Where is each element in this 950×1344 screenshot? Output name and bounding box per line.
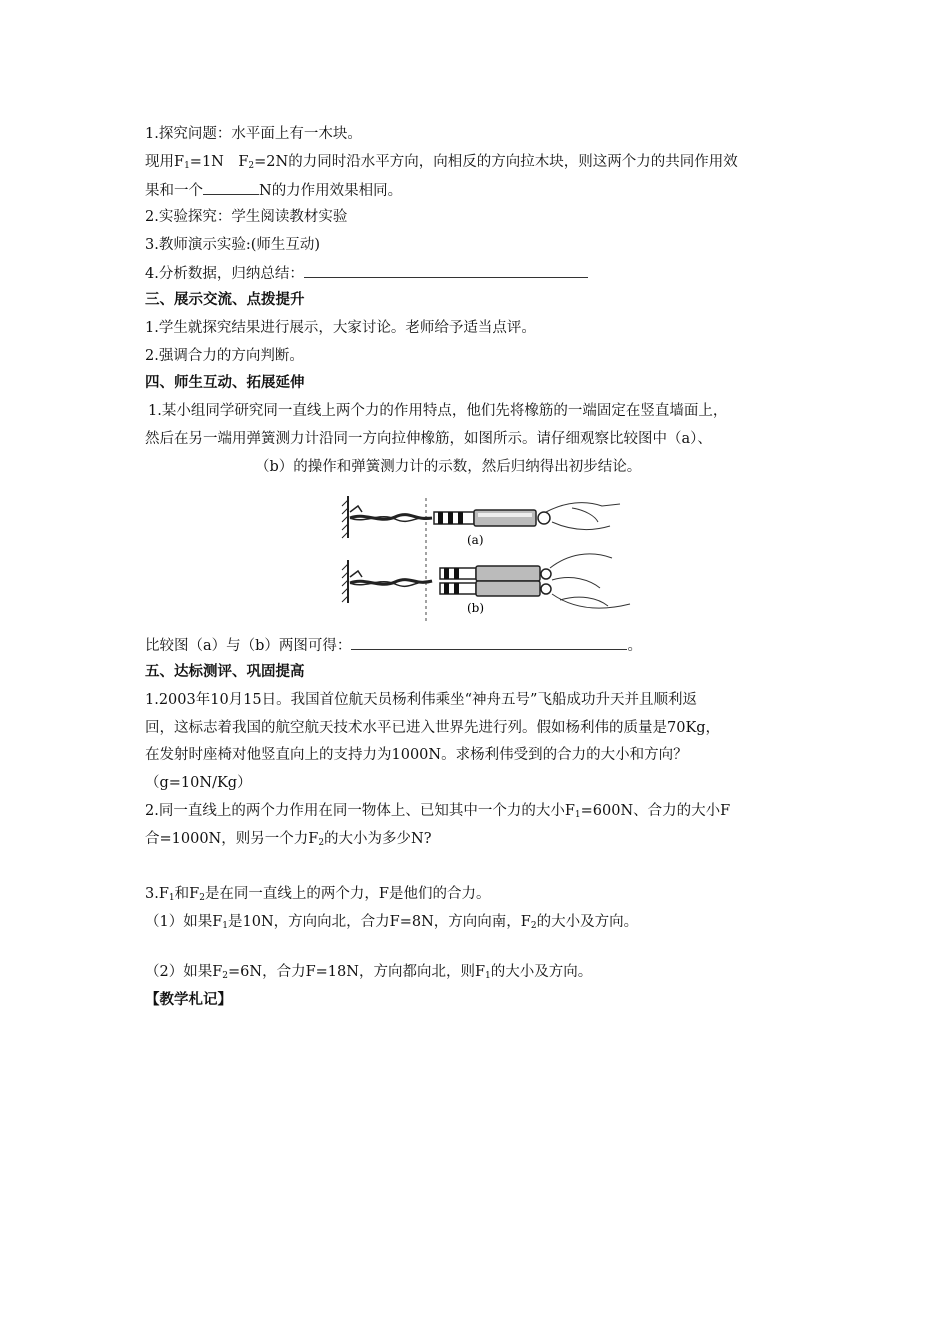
text-line: 在发射时座椅对他竖直向上的支持力为1000N。求杨利伟受到的合力的大小和方向？ bbox=[145, 747, 688, 763]
label-a: (a) bbox=[467, 533, 484, 547]
text-line: 果和一个 N的力作用效果相同。 bbox=[145, 180, 402, 201]
experiment-diagram bbox=[340, 488, 640, 628]
text-line: （b）的操作和弹簧测力计的示数，然后归纳得出初步结论。 bbox=[255, 459, 642, 475]
label-b: (b) bbox=[467, 601, 485, 615]
section-heading: 【教学札记】 bbox=[145, 992, 232, 1008]
text-line: $3.F_1$和$F_2$是在同一直线上的两个力，F是他们的合力。 bbox=[145, 886, 491, 903]
text-line: （g=10N/Kg） bbox=[145, 775, 252, 791]
text-line: （1）如果$F_1$是10N，方向向北，合力F=8N，方向向南，$F_2$的大小及方向。 bbox=[145, 914, 639, 931]
text-line: 3.教师演示实验:(师生互动) bbox=[145, 237, 321, 253]
section-heading: 四、师生互动、拓展延伸 bbox=[145, 375, 305, 391]
text-line: （2）如果$F_2=6N$，合力F=18N，方向都向北，则$F_1$的大小及方向。 bbox=[145, 964, 593, 981]
section-heading: 三、展示交流、点拨提升 bbox=[145, 292, 305, 308]
wall-a bbox=[342, 496, 348, 538]
text-line: 2.同一直线上的两个力作用在同一物体上、已知其中一个力的大小$F_1=600N$、合力的大小F bbox=[145, 803, 731, 820]
text-line: 2.强调合力的方向判断。 bbox=[145, 348, 304, 364]
text-line: 1.学生就探究结果进行展示，大家讨论。老师给予适当点评。 bbox=[145, 320, 536, 336]
text-line: 合=1000N，则另一个力$F_2$的大小为多少N? bbox=[145, 831, 432, 848]
text-line: 4.分析数据，归纳总结： bbox=[145, 263, 588, 284]
answer-blank[interactable] bbox=[351, 635, 627, 650]
text-line: 1.某小组同学研究同一直线上两个力的作用特点，他们先将橡筋的一端固定在竖直墙面上， bbox=[148, 403, 728, 419]
text-line: 现用$F_1=1N$ $F_2=2N$的力同时沿水平方向，向相反的方向拉木块，则这两个力的共同作用效 bbox=[145, 154, 738, 171]
answer-blank[interactable] bbox=[203, 180, 259, 195]
text-line: 回，这标志着我国的航空航天技术水平已进入世界先进行列。假如杨利伟的质量是70Kg， bbox=[145, 720, 721, 736]
answer-blank[interactable] bbox=[304, 263, 588, 278]
section-heading: 五、达标测评、巩固提高 bbox=[145, 664, 305, 680]
text-line: 1.2003年10月15日。我国首位航天员杨利伟乘坐“神舟五号”飞船成功升天并且顺利返 bbox=[145, 692, 697, 708]
text-line: 比较图（a）与（b）两图可得： 。 bbox=[145, 635, 642, 656]
spring-scale-figure bbox=[340, 488, 640, 628]
text-line: 2.实验探究：学生阅读教材实验 bbox=[145, 209, 348, 225]
text-line: 1.探究问题：水平面上有一木块。 bbox=[145, 126, 362, 142]
text-line: 然后在另一端用弹簧测力计沿同一方向拉伸橡筋，如图所示。请仔细观察比较图中（a）、 bbox=[145, 431, 712, 447]
wall-b bbox=[342, 560, 348, 603]
